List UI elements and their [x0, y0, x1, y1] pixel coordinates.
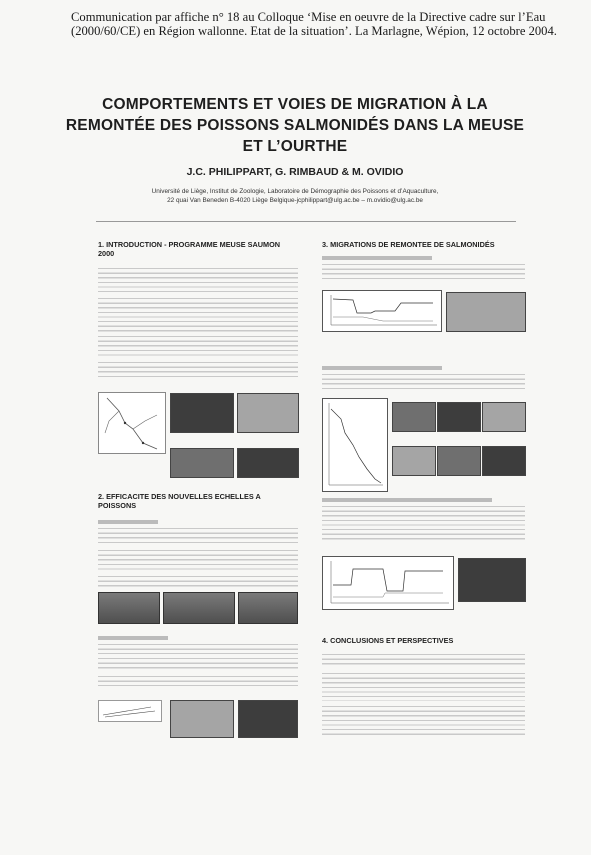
subheading-placeholder [322, 366, 442, 370]
migration-graph-3 [322, 556, 454, 610]
section-4-heading: 4. CONCLUSIONS ET PERSPECTIVES [322, 636, 454, 645]
conference-header: Communication par affiche n° 18 au Colloque ‘Mise en oeuvre de la Directive cadre sur l’Eau (2000/60/CE) en Région wallonne. Etat de la situation’. La Marlagne, Wépion, 12 octobre 2004. [71, 10, 557, 38]
section-1-heading: 1. INTRODUCTION - PROGRAMME MEUSE SAUMON 2000 [98, 240, 281, 258]
paragraph-placeholder [322, 706, 525, 738]
photo-site-3 [482, 402, 526, 432]
paragraph-placeholder [98, 362, 298, 378]
paragraph-placeholder [98, 268, 298, 294]
subheading-placeholder [322, 498, 492, 502]
migration-graph-1 [322, 290, 442, 332]
paragraph-placeholder [322, 506, 525, 542]
photo-river [237, 448, 299, 478]
paragraph-placeholder [98, 298, 298, 332]
paragraph-placeholder [98, 528, 298, 546]
paragraph-placeholder [322, 264, 525, 282]
section-2-text-block [98, 520, 298, 590]
river-map [98, 392, 166, 454]
photo-site-6 [482, 446, 526, 476]
photo-trap [170, 700, 234, 738]
paragraph-placeholder [322, 374, 525, 392]
subheading-placeholder [98, 636, 168, 640]
photo-salmon-2 [163, 592, 235, 624]
photo-fish-ladder [170, 393, 234, 433]
photo-weir [237, 393, 299, 433]
migration-graph-2 [322, 398, 388, 492]
paragraph-placeholder [98, 576, 298, 590]
photo-fish-ladder-river [446, 292, 526, 332]
section-2-heading: 2. EFFICACITE DES NOUVELLES ECHELLES A POISSONS [98, 492, 261, 510]
subheading-placeholder [322, 256, 432, 260]
section-3c-text-block [322, 498, 525, 542]
photo-site-2 [437, 402, 481, 432]
subheading-placeholder [98, 520, 158, 524]
paragraph-placeholder [98, 658, 298, 672]
photo-site-1 [392, 402, 436, 432]
poster-title: COMPORTEMENTS ET VOIES DE MIGRATION À LA REMONTÉE DES POISSONS SALMONIDÉS DANS LA MEUSE ET L’OURTHE [65, 96, 525, 155]
paragraph-placeholder [322, 673, 525, 701]
photo-salmon-1 [98, 592, 160, 624]
section-1-text-block [98, 268, 298, 378]
paragraph-placeholder [98, 550, 298, 572]
radio-tag-sketch [98, 700, 162, 722]
affiliation [110, 187, 480, 205]
paragraph-placeholder [98, 676, 298, 686]
section-2b-text-block [98, 636, 298, 686]
section-3-heading: 3. MIGRATIONS DE REMONTEE DE SALMONIDÉS [322, 240, 495, 249]
photo-site-4 [392, 446, 436, 476]
photo-dam [170, 448, 234, 478]
affiliation-line-2: 22 quai Van Beneden B-4020 Liège Belgique-jcphilippart@ulg.ac.be – m.ovidio@ulg.ac.be [167, 197, 423, 204]
section-4-text-block [322, 654, 525, 738]
section-3b-text-block [322, 366, 525, 392]
paragraph-placeholder [98, 644, 298, 654]
authors: J.C. PHILIPPART, G. RIMBAUD & M. OVIDIO [186, 166, 404, 178]
photo-trout [238, 592, 298, 624]
photo-dam-river [458, 558, 526, 602]
photo-fish-pass [238, 700, 298, 738]
section-3a-text-block [322, 256, 525, 282]
header-rule [96, 221, 516, 222]
photo-site-5 [437, 446, 481, 476]
affiliation-line-1: Université de Liège, Institut de Zoologie, Laboratoire de Démographie des Poissons et d’Aquaculture, [151, 188, 439, 195]
paragraph-placeholder [98, 336, 298, 358]
paragraph-placeholder [322, 654, 525, 668]
